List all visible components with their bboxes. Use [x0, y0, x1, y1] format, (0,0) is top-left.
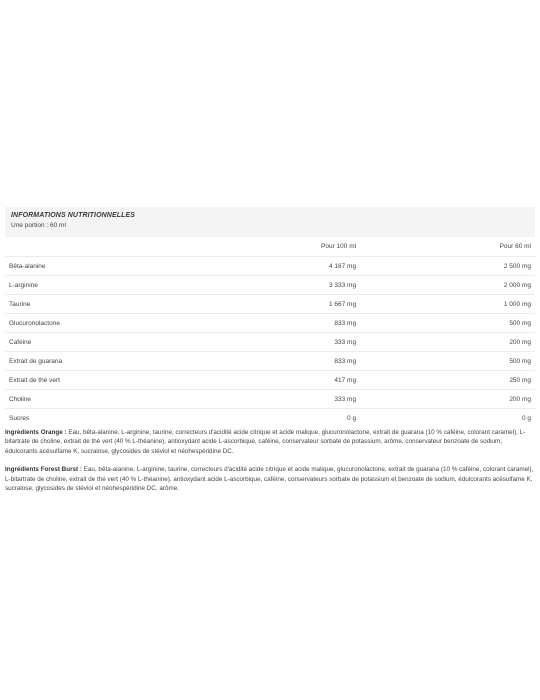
table-row: [5, 409, 535, 428]
portion-size: Une portion : 60 ml: [11, 222, 66, 229]
table-row: [5, 352, 535, 371]
nutrient-per-60ml: 0 g: [521, 414, 531, 422]
column-header-name: [5, 237, 259, 257]
ingredients-orange-text: Eau, bêta-alanine, L-arginine, taurine, correcteurs d'acidité acide citrique et acide malique, glucuronolactone, extrait de guarana (10 % caféine, colorant caramel), L-bitartrate de choline, extrait de thé vert (40 % L-théanine), antioxydant acide L-ascorbique, caféine, conservateur sorbate de potassium, arôme, conservateur benzoate de sodium, édulcorants acésulfame K, sucralose, glycosides de stéviol et néohespéridine DC.: [5, 429, 526, 455]
nutrient-name: Extrait de guarana: [5, 352, 259, 371]
nutrient-per-100ml: 833 mg: [259, 352, 360, 371]
nutrition-title: INFORMATIONS NUTRITIONNELLES: [11, 212, 135, 219]
ingredients-forest-burst-text: Eau, bêta-alanine, L-arginine, taurine, correcteurs d'acidité acide citrique et acide malique, glucuronolactone, extrait de guarana (10 % caféine, colorant caramel), L-bitartrate de choline, extrait de thé vert (40 % L-théanine), antioxydant acide L-ascorbique, caféine, conservateurs sorbate de potassium et benzoate de sodium, édulcorants acésulfame K, sucralose, glycosides de stéviol et néohespéridine DC, arôme.: [5, 466, 534, 493]
nutrient-name: L-arginine: [5, 276, 259, 295]
table-row: [5, 314, 535, 333]
table-header-row: [5, 237, 535, 257]
ingredients-section: [5, 428, 535, 502]
nutrient-per-60ml: 500 mg: [360, 352, 535, 371]
nutrient-name: Caféine: [5, 333, 259, 352]
nutrient-per-100ml: 0 g: [347, 414, 357, 422]
nutrient-per-100ml: 1 667 mg: [259, 295, 360, 314]
table-row: [5, 276, 535, 295]
nutrient-per-100ml: 3 333 mg: [259, 276, 360, 295]
nutrient-name: Sucres: [9, 414, 30, 422]
table-row: [5, 333, 535, 352]
nutrient-per-60ml: 200 mg: [360, 333, 535, 352]
nutrient-name: Choline: [5, 390, 259, 409]
nutrient-per-60ml: 2 000 mg: [360, 276, 535, 295]
ingredients-orange-label: Ingrédients Orange :: [5, 429, 67, 436]
nutrient-per-60ml: 1 000 mg: [360, 295, 535, 314]
nutrient-per-60ml: 250 mg: [360, 371, 535, 390]
table-row: [5, 295, 535, 314]
table-row: [5, 390, 535, 409]
nutrient-per-100ml: 417 mg: [259, 371, 360, 390]
nutrient-name: Taurine: [5, 295, 259, 314]
table-row: [5, 257, 535, 276]
nutrient-per-60ml: 500 mg: [360, 314, 535, 333]
ingredients-orange: [5, 428, 535, 456]
nutrient-per-100ml: 4 167 mg: [259, 257, 360, 276]
table-row: [5, 371, 535, 390]
nutrient-per-100ml: 333 mg: [259, 333, 360, 352]
ingredients-forest-burst-label: Ingrédients Forest Burst :: [5, 466, 82, 474]
nutrient-name: Extrait de thé vert: [5, 371, 259, 390]
column-header-per-100ml: Pour 100 ml: [259, 237, 360, 257]
ingredients-forest-burst: [5, 465, 535, 493]
nutrition-table: [5, 237, 535, 427]
column-header-per-60ml: Pour 60 ml: [360, 237, 535, 257]
nutrient-per-60ml: 2 500 mg: [360, 257, 535, 276]
nutrition-header: [5, 207, 535, 237]
nutrient-per-100ml: 833 mg: [259, 314, 360, 333]
nutrient-name: Glucuronolactone: [5, 314, 259, 333]
nutrient-name: Bêta-alanine: [5, 257, 259, 276]
nutrient-per-100ml: 333 mg: [259, 390, 360, 409]
nutrient-per-60ml: 200 mg: [360, 390, 535, 409]
nutrition-panel: [5, 207, 535, 427]
